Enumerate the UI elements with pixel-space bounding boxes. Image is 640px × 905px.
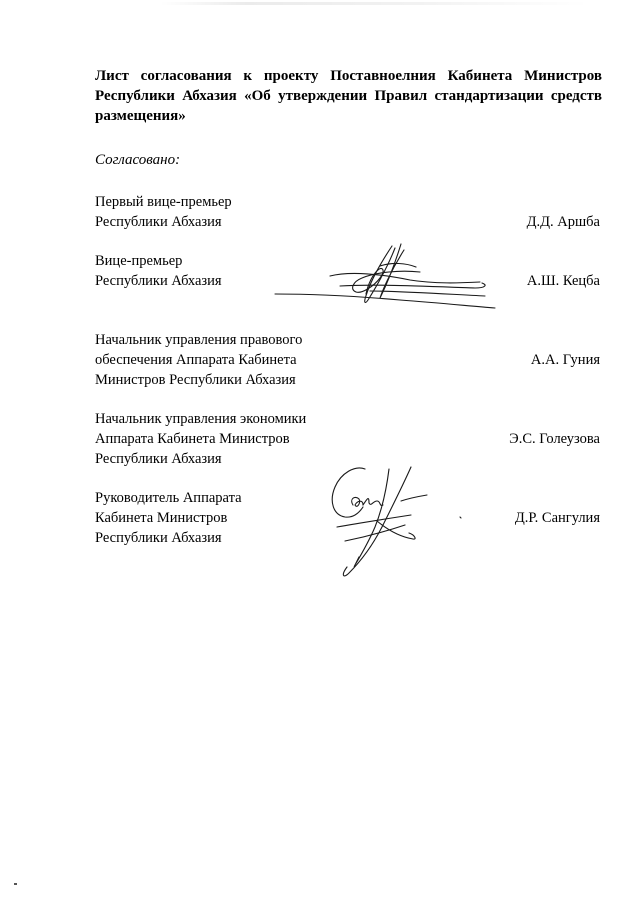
signatory-2-name: А.Ш. Кецба <box>526 273 600 289</box>
signatory-1-position <box>95 192 395 232</box>
position-line: Республики Абхазия <box>95 273 222 289</box>
position-line: Вице-премьер <box>95 253 183 269</box>
position-line: Республики Абхазия <box>95 451 222 467</box>
scan-mark <box>14 883 17 885</box>
position-line: Начальник управления экономики <box>95 411 307 427</box>
signatory-3-name: А.А. Гуния <box>530 352 600 368</box>
signatory-3-position <box>95 330 395 390</box>
position-line: Министров Республики Абхазия <box>95 372 296 388</box>
position-line: Первый вице-премьер <box>95 194 232 210</box>
signatory-1-name: Д.Д. Аршба <box>526 214 600 230</box>
position-line: обеспечения Аппарата Кабинета <box>95 352 297 368</box>
agreed-label: Согласовано: <box>95 152 181 168</box>
scan-smudge <box>160 2 590 5</box>
position-line: Республики Абхазия <box>95 214 222 230</box>
position-line: Аппарата Кабинета Министров <box>95 431 290 447</box>
position-line: Республики Абхазия <box>95 530 222 546</box>
signatory-4-name: Э.С. Голеузова <box>509 431 600 447</box>
position-line: Руководитель Аппарата <box>95 490 242 506</box>
position-line: Начальник управления правового <box>95 332 303 348</box>
signature-ketsba <box>270 236 500 316</box>
signature-sangulia <box>315 455 475 585</box>
document-title: Лист согласования к проекту Поставноелния Кабинета Министров Республики Абхазия «Об утверждении Правил стандартизации средств размещения» <box>95 68 602 124</box>
position-line: Кабинета Министров <box>95 510 228 526</box>
signatory-5-name: Д.Р. Сангулия <box>514 510 600 526</box>
